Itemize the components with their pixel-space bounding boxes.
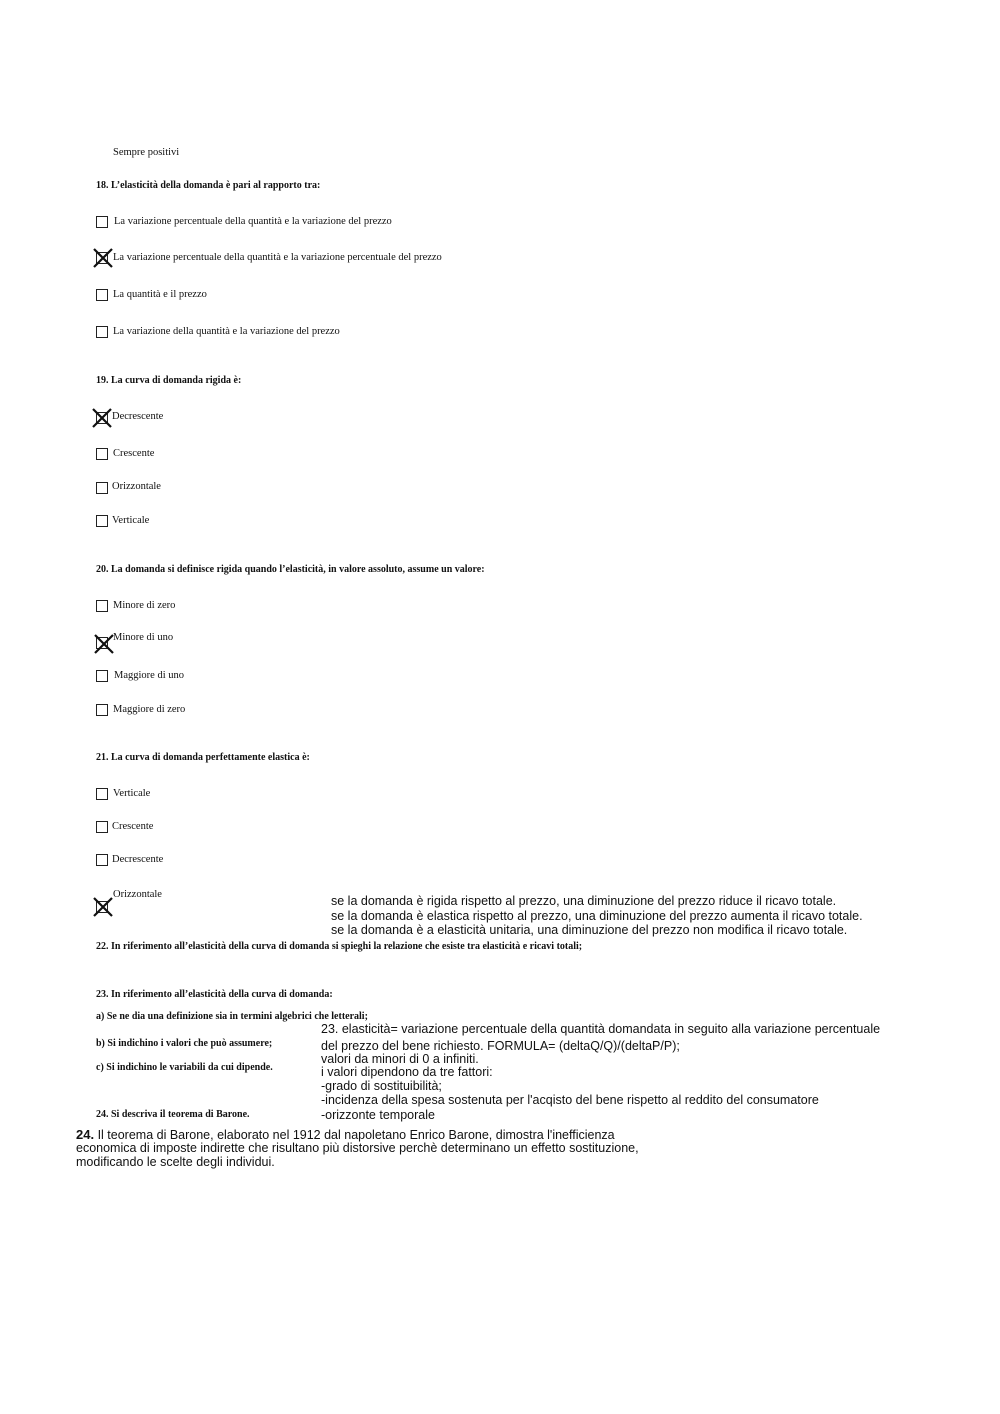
answer-24-number: 24.	[76, 1127, 95, 1142]
answer-23-line-3: valori da minori di 0 a infiniti.	[321, 1052, 479, 1066]
option-20-b-label: Minore di uno	[113, 632, 174, 643]
question-23-sub-b: b) Si indichino i valori che può assumere;	[96, 1038, 273, 1049]
answer-24-line-2: economica di imposte indirette che risultano più distorsive perchè determinano un effetto sostituzione,	[76, 1141, 639, 1155]
checkbox-18-a[interactable]	[96, 216, 108, 228]
answer-24-line-3: modificando le scelte degli individui.	[76, 1155, 275, 1169]
answer-24-line-1	[76, 1127, 615, 1142]
checkbox-19-c[interactable]	[96, 482, 108, 494]
question-19: 19. La curva di domanda rigida è:	[96, 375, 242, 386]
answer-23-line-2: del prezzo del bene richiesto. FORMULA= (deltaQ/Q)/(deltaP/P);	[321, 1039, 680, 1053]
checkbox-19-b[interactable]	[96, 448, 108, 460]
answer-23-line-5: -grado di sostituibilità;	[321, 1079, 442, 1093]
question-21: 21. La curva di domanda perfettamente elastica è:	[96, 752, 310, 763]
checkbox-21-c[interactable]	[96, 854, 108, 866]
option-19-b-label: Crescente	[113, 448, 155, 459]
answer-23-line-1: 23. elasticità= variazione percentuale della quantità domandata in seguito alla variazione percentuale	[321, 1022, 881, 1036]
checkbox-20-c[interactable]	[96, 670, 108, 682]
checkbox-20-d[interactable]	[96, 704, 108, 716]
answer-23-line-7: -orizzonte temporale	[321, 1108, 435, 1122]
top-note: Sempre positivi	[113, 147, 180, 158]
option-20-a-label: Minore di zero	[113, 600, 176, 611]
option-21-b-label: Crescente	[112, 821, 154, 832]
question-22: 22. In riferimento all’elasticità della curva di domanda si spieghi la relazione che esiste tra elasticità e ricavi totali;	[96, 941, 583, 952]
option-18-b-label: La variazione percentuale della quantità e la variazione percentuale del prezzo	[113, 252, 442, 263]
answer-23-line-6: -incidenza della spesa sostenuta per l'acqisto del bene rispetto al reddito del consumatore	[321, 1093, 819, 1107]
x-check-mark-icon	[91, 407, 111, 427]
question-24: 24. Si descriva il teorema di Barone.	[96, 1109, 250, 1120]
question-18: 18. L’elasticità della domanda è pari al rapporto tra:	[96, 180, 321, 191]
answer-23-line-4: i valori dipendono da tre fattori:	[321, 1065, 493, 1079]
x-check-mark-icon	[92, 896, 112, 916]
option-21-d-label: Orizzontale	[113, 889, 162, 900]
answer-22-line-3: se la domanda è a elasticità unitaria, una diminuzione del prezzo non modifica il ricavo totale.	[331, 923, 848, 937]
question-23: 23. In riferimento all’elasticità della curva di domanda:	[96, 989, 333, 1000]
option-18-a-label: La variazione percentuale della quantità e la variazione del prezzo	[114, 216, 392, 227]
checkbox-21-a[interactable]	[96, 788, 108, 800]
x-check-mark-icon	[93, 633, 113, 653]
question-23-sub-a: a) Se ne dia una definizione sia in termini algebrici che letterali;	[96, 1011, 368, 1022]
option-18-c-label: La quantità e il prezzo	[113, 289, 207, 300]
question-23-sub-c: c) Si indichino le variabili da cui dipende.	[96, 1062, 273, 1073]
answer-24-line-1-text: Il teorema di Barone, elaborato nel 1912 dal napoletano Enrico Barone, dimostra l'inefficienza	[97, 1128, 615, 1142]
checkbox-18-d[interactable]	[96, 326, 108, 338]
checkbox-19-d[interactable]	[96, 515, 108, 527]
checkbox-20-a[interactable]	[96, 600, 108, 612]
option-19-c-label: Orizzontale	[112, 481, 161, 492]
option-19-d-label: Verticale	[112, 515, 150, 526]
answer-22-line-2: se la domanda è elastica rispetto al prezzo, una diminuzione del prezzo aumenta il ricavo totale.	[331, 909, 863, 923]
answer-22-line-1: se la domanda è rigida rispetto al prezzo, una diminuzione del prezzo riduce il ricavo totale.	[331, 894, 837, 908]
checkbox-21-b[interactable]	[96, 821, 108, 833]
option-21-c-label: Decrescente	[112, 854, 164, 865]
option-18-d-label: La variazione della quantità e la variazione del prezzo	[113, 326, 340, 337]
option-20-c-label: Maggiore di uno	[114, 670, 184, 681]
question-20: 20. La domanda si definisce rigida quando l’elasticità, in valore assoluto, assume un valore:	[96, 564, 485, 575]
checkbox-18-c[interactable]	[96, 289, 108, 301]
option-21-a-label: Verticale	[113, 788, 151, 799]
x-check-mark-icon	[92, 247, 112, 267]
option-19-a-label: Decrescente	[112, 411, 164, 422]
option-20-d-label: Maggiore di zero	[113, 704, 186, 715]
